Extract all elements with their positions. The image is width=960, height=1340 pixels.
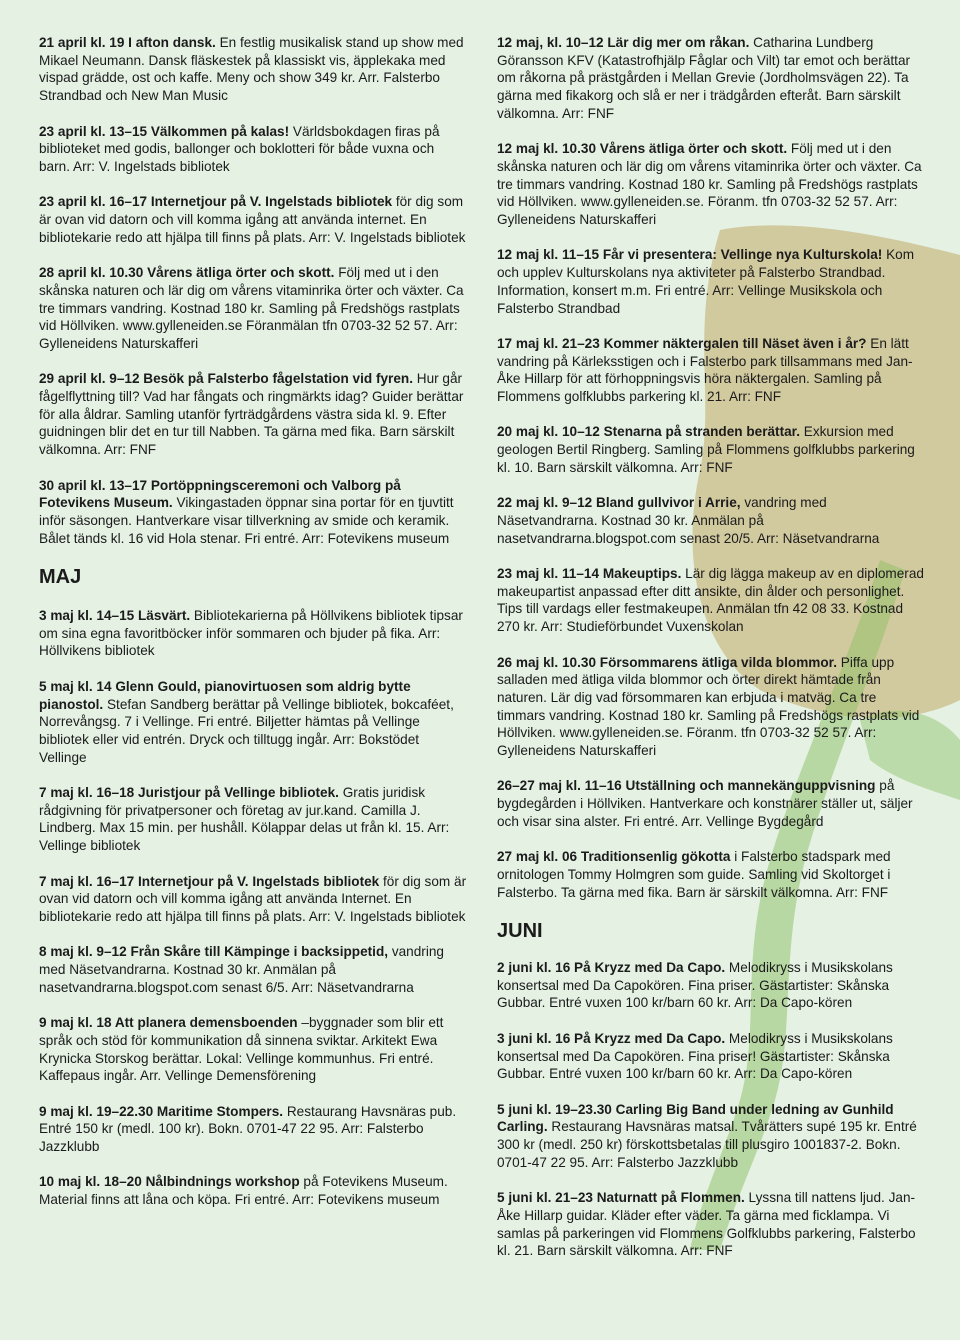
- event-entry: [497, 1189, 925, 1260]
- event-description: En lätt vandring på Kärleksstigen och i Falsterbo park tillsammans med Jan-Åke Hillarp för att förhoppningsvis höra näktergalen. Samling på Flommens golfklubbs parkering kl. 21. Arr: FNF: [497, 335, 913, 405]
- event-description: Restaurang Havsnäras matsal. Tvårätters supé 195 kr. Entré 300 kr (medl. 250 kr) förskottsbetalas till plusgiro 1001837-2. Bokn. 0701-47 22 95. Arr: Falsterbo Jazzklubb: [497, 1119, 917, 1170]
- event-heading: 12 maj, kl. 10–12 Lär dig mer om råkan.: [497, 35, 750, 50]
- event-heading: 21 april kl. 19 I afton dansk.: [39, 35, 216, 50]
- event-entry: [39, 678, 467, 767]
- event-description: för dig som är ovan vid datorn och vill komma igång att använda internet. En bibliotekarie redo att hjälpa till finns på plats. Arr: V. Ingelstads bibliotek: [39, 194, 466, 245]
- event-entry: [497, 848, 925, 901]
- event-heading: 28 april kl. 10.30 Vårens ätliga örter och skott.: [39, 265, 335, 281]
- event-description: vandring med Näsetvandrarna. Kostnad 30 kr. Anmälan på nasetvandrarna.blogspot.com senast 6/5. Arr: Näsetvandrarna: [39, 944, 444, 995]
- event-heading: 23 april kl. 16–17 Internetjour på V. Ingelstads bibliotek: [39, 194, 393, 210]
- event-entry: [39, 370, 467, 459]
- event-heading: 26 maj kl. 10.30 Försommarens ätliga vilda blommor.: [497, 654, 837, 670]
- event-heading: 10 maj kl. 18–20 Nålbindnings workshop: [39, 1174, 300, 1190]
- event-entry: [497, 423, 925, 476]
- event-entry: [497, 1030, 925, 1083]
- event-description: på Fotevikens Museum. Material finns att låna och köpa. Fri entré. Arr: Fotevikens museum: [39, 1174, 448, 1208]
- event-entry: [39, 943, 467, 996]
- event-heading: 5 juni kl. 19–23.30 Carling Big Band under ledning av Gunhild Carling.: [497, 1101, 894, 1135]
- event-description: Piffa upp salladen med ätliga vilda blommor och örter direkt hämtade från naturen. Lär dig vad försommaren kan erbjuda i matväg. Ca tre timmars vandring. Kostnad 180 kr. Samling på Fredshögs rastplats vid Höllviken. www.gylleneiden.se. Föranm. tfn 0703-32 52 57. Arr: Gylleneidens Naturskafferi: [497, 654, 920, 759]
- event-entry: [39, 1173, 467, 1208]
- event-entry: [497, 565, 925, 636]
- event-description: Lär dig lägga makeup av en diplomerad makeupartist anpassad efter ditt ansikte, din ålder och personlighet. Tips till vardags eller festmakeupen. Anmälan tfn 42 08 33. Kostnad 270 kr. Arr: Studieförbundet Vuxenskolan: [497, 566, 924, 635]
- event-entry: [497, 959, 925, 1012]
- event-entry: [39, 1014, 467, 1085]
- event-entry: [39, 193, 467, 246]
- event-description: Följ med ut i den skånska naturen och lär dig om vårens vitaminrika örter och växter. Ca tre timmars vandring. Kostnad 180 kr. Samling på Fredshögs rastplats vid Höllviken. www.gylleneiden.se Föranmälan tfn 0703-32 52 57. Arr: Gylleneidens Naturskafferi: [39, 265, 464, 351]
- event-description: Exkursion med geologen Bertil Ringberg. Samling på Flommens golfklubbs parkering kl. 10. Barn särskilt välkomna. Arr: FNF: [497, 424, 915, 475]
- event-entry: [39, 607, 467, 660]
- event-heading: 2 juni kl. 16 På Kryzz med Da Capo.: [497, 960, 726, 975]
- event-description: Kom och upplev Kulturskolans nya aktiviteter på Falsterbo Strandbad. Information, konsert m.m. Fri entré. Arr: Vellinge Musikskola och Falsterbo Strandbad: [497, 247, 915, 316]
- event-entry: [39, 784, 467, 855]
- event-description: på bygdegården i Höllviken. Hantverkare och konstnärer ställer ut, säljer och visar sina alster. Fri entré. Arr. Vellinge Bygdegård: [497, 778, 913, 829]
- event-heading: 9 maj kl. 19–22.30 Maritime Stompers.: [39, 1103, 284, 1119]
- section-title-maj: MAJ: [39, 566, 82, 588]
- right-column: [497, 34, 925, 1278]
- event-heading: 23 maj kl. 11–14 Makeuptips.: [497, 566, 682, 581]
- event-description: –byggnader som blir ett språk och stöd för kommunikation då sinnena sviktar. Arkitekt Ewa Krynicka Storskog berättar. Lokal: Vellinge kommunhus. Fri entré. Kaffepaus ingår. Arr. Vellinge Demensförening: [39, 1015, 444, 1084]
- event-heading: 5 maj kl. 14 Glenn Gould, pianovirtuosen som aldrig bytte pianostol.: [39, 678, 411, 712]
- event-description: Följ med ut i den skånska naturen och lär dig om vårens vitaminrika örter och växter. Ca tre timmars vandring. Kostnad 180 kr. Samling på Fredshögs rastplats vid Höllviken. www.gylleneiden.se. Föranm. tfn 0703-32 52 57. Arr: Gylleneidens Naturskafferi: [497, 141, 922, 228]
- event-heading: 8 maj kl. 9–12 Från Skåre till Kämpinge i backsippetid,: [39, 944, 389, 960]
- event-heading: 3 maj kl. 14–15 Läsvärt.: [39, 608, 191, 623]
- event-entry: [497, 1101, 925, 1172]
- event-heading: 20 maj kl. 10–12 Stenarna på stranden berättar.: [497, 424, 800, 440]
- event-heading: 5 juni kl. 21–23 Naturnatt på Flommen.: [497, 1190, 745, 1206]
- event-description: Melodikryss i Musikskolans konsertsal med Da Capokören. Fina priser! Gästartister: Skånska Gubbar. Entré vuxen 100 kr/barn 60 kr. Arr: Da Capo-kören: [497, 1030, 893, 1082]
- event-heading: 22 maj kl. 9–12 Bland gullvivor i Arrie,: [497, 495, 741, 511]
- event-description: Världsbokdagen firas på biblioteket med godis, ballonger och boklotteri för både vuxna och barn. Arr: V. Ingelstads bibliotek: [39, 123, 440, 174]
- event-entry: [39, 123, 467, 176]
- event-heading: 29 april kl. 9–12 Besök på Falsterbo fågelstation vid fyren.: [39, 371, 413, 387]
- event-heading: 17 maj kl. 21–23 Kommer näktergalen till Näset även i år?: [497, 335, 867, 351]
- event-entry: [497, 494, 925, 547]
- event-description: vandring med Näsetvandrarna. Kostnad 30 kr. Anmälan på nasetvandrarna.blogspot.com senast 20/5. Arr: Näsetvandrarna: [497, 495, 880, 546]
- event-description: Lyssna till nattens ljud. Jan-Åke Hillarp guidar. Kläder efter väder. Ta gärna med ficklampa. Vi samlas på parkeringen vid Flommens Golfklubbs parkering, Falsterbo kl. 21. Barn särskilt välkomna. Arr: FNF: [497, 1190, 916, 1259]
- event-description: för dig som är ovan vid datorn och vill komma igång att använda Internet. En bibliotekarie redo att hjälpa till finns på plats. Arr: V. Ingelstads bibliotek: [39, 873, 467, 924]
- event-entry: [497, 140, 925, 229]
- event-entry: [497, 777, 925, 830]
- event-heading: 12 maj kl. 11–15 Får vi presentera: Vellinge nya Kulturskola!: [497, 247, 883, 263]
- section-title-juni: JUNI: [497, 920, 543, 942]
- event-description: Gratis juridisk rådgivning för privatpersoner och företag av jur.kand. Camilla J. Lindberg. Max 15 min. per hushåll. Kölappar delas ut från kl. 15. Arr: Vellinge bibliotek: [39, 785, 450, 854]
- event-heading: 12 maj kl. 10.30 Vårens ätliga örter och skott.: [497, 141, 788, 157]
- left-column: [39, 34, 467, 1226]
- event-entry: [39, 264, 467, 353]
- event-description: Stefan Sandberg berättar på Vellinge bibliotek, bokcaféet, Norrevångsg. 7 i Vellinge. Fri entré. Biljetter hämtas på Vellinge bibliotek eller vid entrén. Dryck och tilltugg ingår. Arr: Bokstödet Vellinge: [39, 696, 454, 765]
- event-entry: [39, 34, 467, 105]
- event-entry: [497, 34, 925, 123]
- event-description: i Falsterbo stadspark med ornitologen Tommy Holmgren som guide. Samling vid Skoltorget i Falsterbo. Ta gärna med fika. Barn är särskilt välkomna. Arr: FNF: [497, 849, 891, 900]
- event-description: Restaurang Havsnäras pub. Entré 150 kr (medl. 100 kr). Bokn. 0701-47 22 95. Arr: Falsterbo Jazzklubb: [39, 1103, 457, 1154]
- event-description: Catharina Lundberg Göransson KFV (Katastrofhjälp Fåglar och Vilt) tar emot och berättar om råkorna på prästgården i Mellan Grevie (Jordholmsvägen 22). Ta gärna med fikakorg och slå er ner i trädgården efteråt. Barn särskilt välkomna. Arr: FNF: [497, 35, 911, 121]
- event-description: Hur går fågelflyttning till? Vad har fångats och ringmärkts idag? Guider berättar för alla åldrar. Samling utanför fyrträdgårdens västra sida kl. 9. Efter guidningen blir det en tur till Nabben. Ta gärna med fika. Barn särskilt välkomna. Arr: FNF: [39, 371, 464, 458]
- event-description: Vikingastaden öppnar sina portar för en tjuvtitt inför säsongen. Hantverkare visar tillverkning av smide och keramik. Bålet tänds kl. 16 vid Hola stenar. Fri entré. Arr: Fotevikens museum: [39, 495, 454, 546]
- event-entry: [497, 335, 925, 406]
- event-description: Bibliotekarierna på Höllvikens bibliotek tipsar om sina egna favoritböcker inför sommaren och bjuder på fika. Arr: Höllvikens bibliotek: [39, 608, 463, 659]
- event-heading: 3 juni kl. 16 På Kryzz med Da Capo.: [497, 1030, 726, 1046]
- event-entry: [497, 246, 925, 317]
- event-heading: 9 maj kl. 18 Att planera demensboenden: [39, 1015, 298, 1031]
- event-heading: 30 april kl. 13–17 Portöppningsceremoni och Valborg på Fotevikens Museum.: [39, 477, 401, 511]
- event-description: Melodikryss i Musikskolans konsertsal med Da Capokören. Fina priser. Gästartister: Skånska Gubbar. Entré vuxen 100 kr/barn 60 kr. Arr: Da Capo-kören: [497, 960, 893, 1011]
- event-entry: [497, 654, 925, 760]
- event-entry: [39, 1103, 467, 1156]
- event-heading: 23 april kl. 13–15 Välkommen på kalas!: [39, 123, 290, 139]
- event-description: En festlig musikalisk stand up show med Mikael Neumann. Dansk fläskestek på klassiskt vis, äpplekaka med vispad grädde, ost och kaffe. Meny och show 349 kr. Arr. Falsterbo Strandbad och New Man Music: [39, 35, 464, 104]
- event-heading: 26–27 maj kl. 11–16 Utställning och mannekänguppvisning: [497, 778, 876, 794]
- event-heading: 7 maj kl. 16–17 Internetjour på V. Ingelstads bibliotek: [39, 873, 380, 889]
- event-entry: [39, 477, 467, 548]
- event-heading: 27 maj kl. 06 Traditionsenlig gökotta: [497, 849, 731, 865]
- event-heading: 7 maj kl. 16–18 Juristjour på Vellinge bibliotek.: [39, 785, 339, 800]
- event-entry: [39, 873, 467, 926]
